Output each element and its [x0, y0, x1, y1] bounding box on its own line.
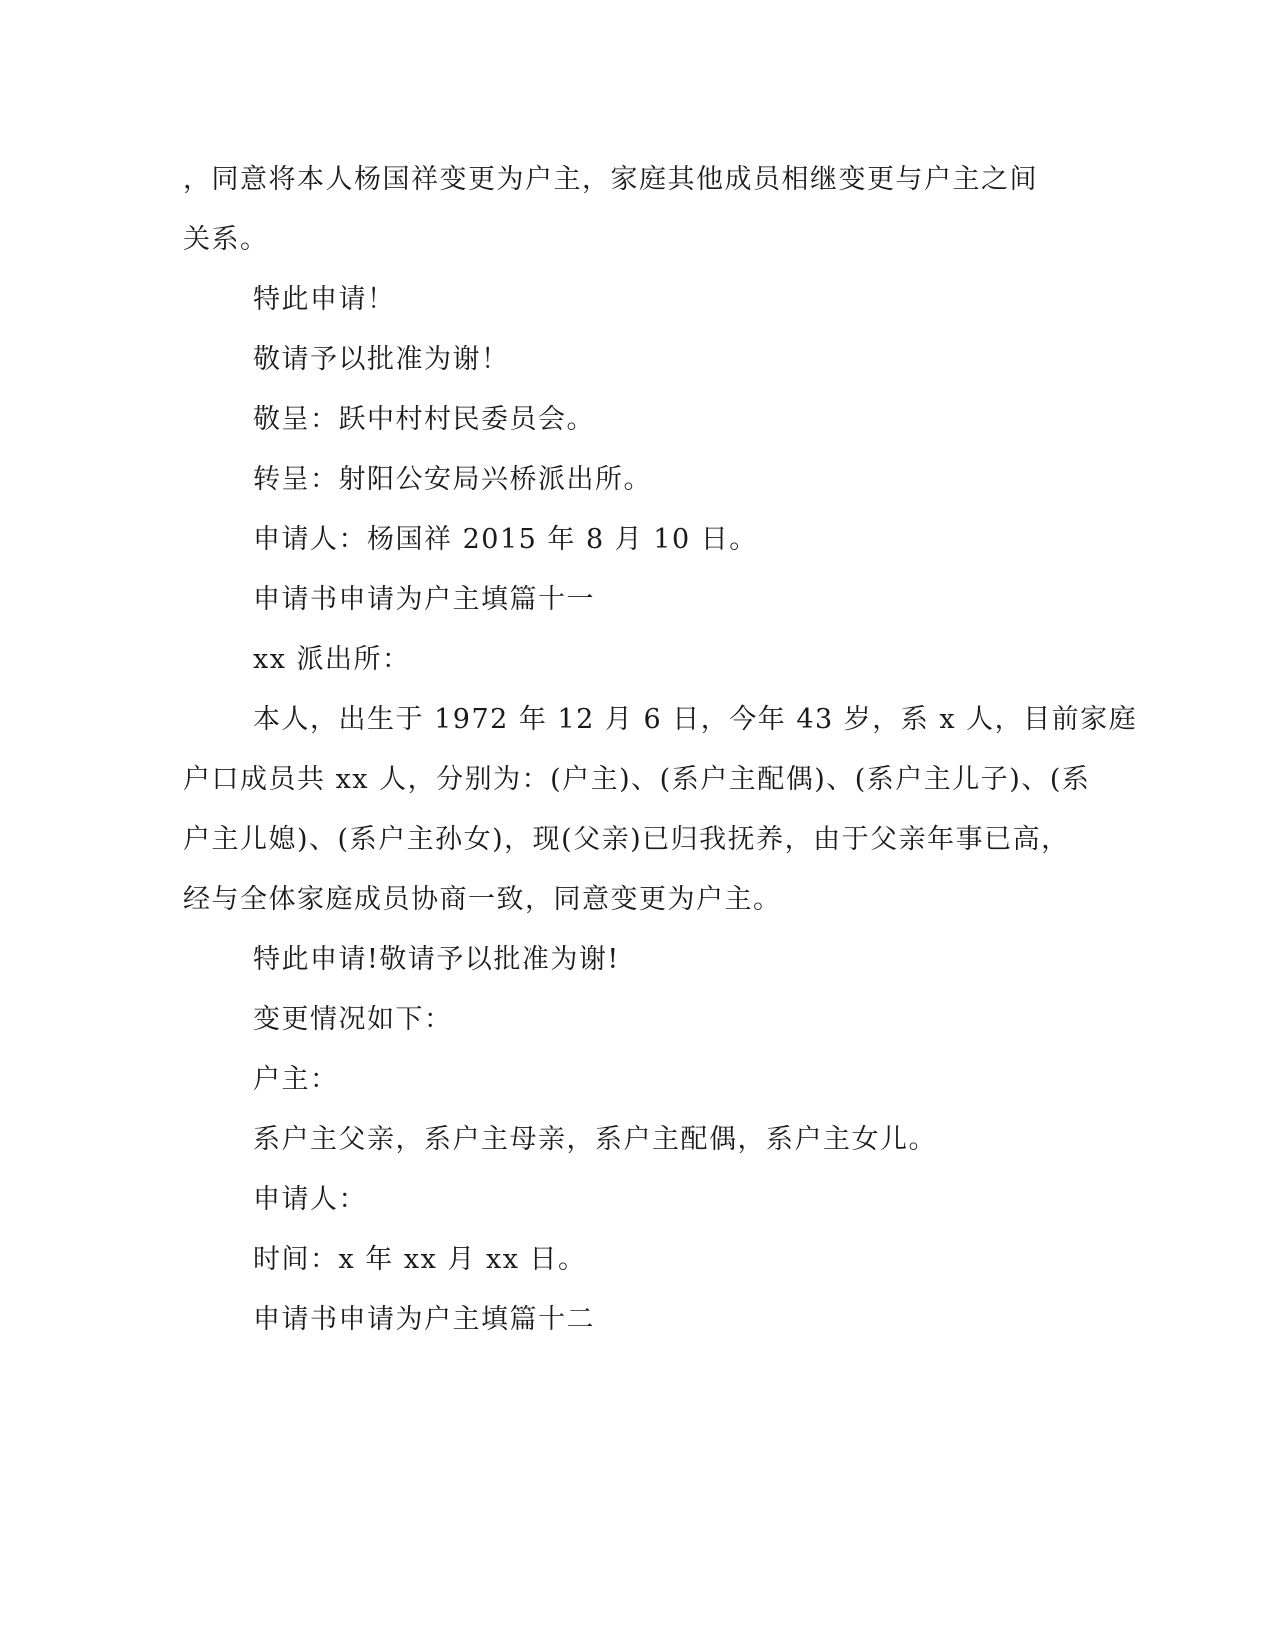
paragraph-request-statement: 特此申请！ [253, 284, 396, 315]
paragraph-date-label: 时间：x 年 xx 月 xx 日。 [253, 1244, 587, 1275]
paragraph-applicant-label: 申请人： [253, 1184, 367, 1215]
paragraph-addressee: 敬呈：跃中村村民委员会。 [253, 404, 595, 435]
paragraph-member-relations: 系户主父亲，系户主母亲，系户主配偶，系户主女儿。 [253, 1124, 937, 1155]
paragraph-forward-to: 转呈：射阳公安局兴桥派出所。 [253, 464, 652, 495]
paragraph-continuation-line: 关系。 [183, 224, 269, 255]
paragraph-change-details-label: 变更情况如下： [253, 1004, 453, 1035]
section-heading-twelve: 申请书申请为户主填篇十二 [253, 1304, 595, 1335]
section-heading-eleven: 申请书申请为户主填篇十一 [253, 584, 595, 615]
paragraph-salutation: xx 派出所： [253, 644, 411, 675]
paragraph-body-line: 户口成员共 xx 人，分别为：(户主)、(系户主配偶)、(系户主儿子)、(系 [183, 764, 1091, 795]
paragraph-body-line: 经与全体家庭成员协商一致，同意变更为户主。 [183, 884, 782, 915]
paragraph-request-statement: 特此申请!敬请予以批准为谢! [253, 944, 620, 975]
paragraph-continuation-line: ，同意将本人杨国祥变更为户主，家庭其他成员相继变更与户主之间 [183, 164, 1038, 195]
paragraph-body-line: 户主儿媳)、(系户主孙女)，现(父亲)已归我抚养，由于父亲年事已高， [183, 824, 1070, 855]
document-body [183, 150, 1138, 1350]
paragraph-applicant-date: 申请人：杨国祥 2015 年 8 月 10 日。 [253, 524, 758, 555]
paragraph-body-line: 本人，出生于 1972 年 12 月 6 日，今年 43 岁，系 x 人，目前家庭 [253, 704, 1138, 735]
paragraph-householder-label: 户主： [253, 1064, 339, 1095]
paragraph-approval-request: 敬请予以批准为谢！ [253, 344, 510, 375]
